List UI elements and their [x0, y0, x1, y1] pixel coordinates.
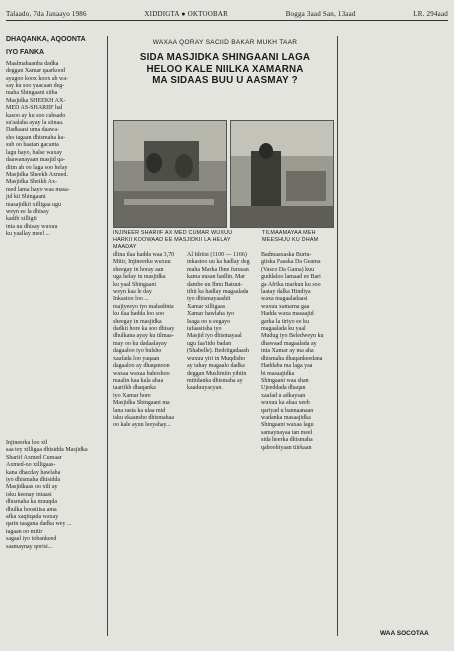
photo-image	[114, 121, 226, 227]
body-text-line: magaalada ku yaal	[261, 326, 306, 333]
body-text-line: deggan Muslimiin yihiin	[187, 370, 247, 377]
body-text-line: Maalmahaanba dadka	[6, 60, 59, 67]
center-column-3	[261, 252, 333, 452]
body-text-line: isku ekaansho dhismahaa	[113, 414, 174, 421]
body-text-line: dhawaad magaalada ay	[261, 340, 317, 347]
body-text-line: sida heerka dhismaha	[261, 437, 313, 444]
byline: WAXAA QORAY SACIID BAKAR MUKH TAAR	[152, 39, 298, 46]
body-text-line: saamaynay qorisi...	[6, 543, 53, 550]
body-text-line: dambe uu Ibnu Batuut-	[187, 281, 243, 288]
body-text-line: qarin taagana dadka wey ...	[6, 521, 72, 528]
body-text-line: wuxuu ka ahaa xeeb	[261, 400, 310, 407]
body-text-line: xaafada loo yaqaan	[113, 355, 160, 362]
body-text-line: Axmed-oo xilligaas-	[6, 462, 56, 469]
body-text-line: Shingaani waxaa lagu	[261, 422, 314, 429]
body-text-line: kadib xilligii	[6, 216, 37, 223]
caption-line: MEESHUU KU DHAM	[262, 237, 319, 243]
body-text-line: Masjidkaas oo xili ay	[6, 484, 58, 491]
body-text-line: sheegay in masjidka	[113, 318, 162, 325]
center-body-2	[187, 252, 255, 393]
body-text-line: inta Xamar ay ma aha	[261, 348, 314, 355]
body-text-line: laatay dalka Hindiya	[261, 289, 311, 296]
center-column-2	[187, 252, 255, 393]
header-issue: LR. 294aad	[413, 10, 448, 18]
continued-note: WAA SOCOTAA	[380, 630, 429, 637]
body-text-line: waxaa waxaa bahoshoo	[113, 370, 170, 377]
body-text-line: samaynayaa tan meel	[261, 429, 313, 436]
body-text-line: MED AS-SHARIIF hal	[6, 105, 63, 112]
body-text-line: diim ah oo laga soo helay	[6, 164, 68, 171]
body-text-line: med lama hayo waa masa-	[6, 186, 70, 193]
body-text-line: sheegay in horay aan	[113, 266, 164, 273]
body-text-line: Inkastoo loo ...	[113, 296, 149, 303]
body-text-line: maha Marka Ibne furusan	[187, 266, 249, 273]
news-photo	[113, 120, 227, 228]
body-text-line: kaaduuyacyan.	[187, 385, 223, 392]
body-text-line: may oo ku dadaalayay	[113, 340, 167, 347]
body-text-line: sub oo haatan gacanta	[6, 142, 59, 149]
body-text-line: iyo dhismaha dhisidda	[6, 477, 60, 484]
body-text-line: wadanka masaajidka	[261, 414, 311, 421]
center-body-3	[261, 252, 333, 452]
photo-caption	[262, 230, 332, 244]
body-text-line: daawanayaan masjid qa-	[6, 157, 65, 164]
body-text-line: tihii ka hadlay magaalada	[187, 289, 249, 296]
body-text-line: ku yaallay meel ...	[6, 231, 50, 238]
left-column	[6, 36, 101, 239]
body-text-line: dhulka hoostiisa ama	[6, 506, 57, 513]
body-text-line: wuxuu xamarna gaa	[261, 303, 310, 310]
body-text-line: Shariif Axmed Cumaar	[6, 454, 62, 461]
caption-line: MAADAY	[113, 244, 137, 250]
body-text-line: wuxuu yiri in Muqdisho	[187, 355, 246, 362]
body-text-line: isku keenay intaasi	[6, 491, 52, 498]
body-text-line: Al Idriisi (1100 — 1166)	[187, 252, 247, 258]
body-text-line: Shingaani waa shan	[261, 377, 309, 384]
body-text-line: qariyad u bannaanaan	[261, 407, 314, 414]
body-text-line: maha Shingaani siiba	[6, 90, 58, 97]
body-text-line: lana rasta ka ulaa mid	[113, 407, 166, 414]
headline-line-1: SIDA MASJIDKA SHINGAANI LAGA	[139, 52, 311, 63]
body-text-line: ga Afrika markuu ku soo	[261, 281, 321, 288]
left-body	[6, 61, 101, 239]
header-address: Bogga 3aad San, 13aad	[285, 10, 356, 18]
body-text-line: dlina ilaa hadda waa 3,70	[113, 252, 175, 258]
body-text-line: xaafad u adkaysan	[261, 392, 306, 399]
header-paper: XIDDIGTA ● OKTOOBAR	[144, 10, 228, 18]
body-text-line: deggan Xamar qaarkood	[6, 68, 65, 75]
body-text-line: sagaal iyo tobankeed	[6, 536, 57, 543]
body-text-line: bi masaajidka	[261, 370, 295, 377]
center-body-1	[113, 252, 181, 430]
body-text-line: tafaasiisha iyo	[187, 326, 222, 333]
body-text-line: Masjidka Shingaani ma	[113, 400, 170, 407]
body-text-line: ayagoo koox koox ah wa-	[6, 75, 68, 82]
body-text-line: Masjidka Sheekh Axmed.	[6, 171, 68, 178]
body-text-line: Mudug iyo Beledweyn ku	[261, 333, 324, 340]
body-text-line: Badmaaxaska Burtu-	[261, 252, 312, 258]
body-text-line: iyo dhismayaashii	[187, 296, 231, 303]
body-text-line: dadkii hore ka soo dhisay	[113, 326, 175, 333]
section-subtitle: IYO FANKA	[6, 49, 45, 57]
body-text-line: su'aalaha ayay la siinaa.	[6, 120, 64, 127]
body-text-line: ay tahay magaalo dadka	[187, 363, 245, 370]
photo-caption	[113, 230, 253, 251]
body-text-line: lagu hayo, balse waxay	[6, 149, 62, 156]
body-text-line: say ku soo yaacaan deg-	[6, 83, 65, 90]
body-text-line: dhismaha ka muuqda	[6, 499, 57, 506]
body-text-line: dhulkana ayay ku tilmaa-	[113, 333, 174, 340]
body-text-line: inkastoo uu ka hadlay deg	[187, 259, 250, 266]
body-text-line: Hadda waxa masaajid	[261, 311, 314, 318]
headline-line-2: HELOO KALE NIILKA XAMARNA	[146, 63, 304, 75]
body-text-line: kama uusan hadlin. Mar	[187, 274, 245, 281]
caption-line: INJINEER SHARIIF AX MED CUMAR WUXUU	[113, 230, 233, 236]
body-text-line: inta uu dhisay wuxuu	[6, 223, 58, 230]
body-text-line: oo kale ayuu leeyahay...	[113, 422, 171, 429]
body-text-line: Dadkaasi uma daawa-	[6, 127, 59, 134]
body-text-line: ku yaal Shingaani	[113, 281, 156, 288]
left-column-lower	[6, 440, 101, 551]
column-divider	[337, 36, 338, 636]
body-text-line: qaboobiyaan tiirkaan	[261, 444, 312, 451]
body-text-line: taariikh dhaqanka	[113, 385, 156, 392]
left-body-lower	[6, 440, 101, 551]
body-text-line: saa tey xilligaa dhisidda Masjidka	[6, 447, 88, 454]
center-column-1	[113, 252, 181, 430]
body-text-line: jid kii Shingaani	[6, 194, 46, 201]
headline	[125, 52, 325, 87]
body-text-line: majiyeeyo iyo mahadinta	[113, 303, 174, 310]
body-text-line: weyn kaa le day	[113, 289, 152, 296]
body-text-line: (Vasco Da Gama) kuu	[261, 266, 315, 273]
page-header	[6, 8, 448, 21]
news-photo	[230, 120, 334, 228]
headline-line-3: MA SIDAAS BUU U AASMAY ?	[152, 75, 298, 87]
body-text-line: Isaga oo u eegayo	[187, 318, 231, 325]
body-text-line: Mitir, Injineerku wuxuu	[113, 259, 171, 266]
body-text-line: Masjidka SHEEKH AX-	[6, 97, 66, 104]
body-text-line: Ujeeddada dhaqan	[261, 385, 306, 392]
section-title: DHAQANKA, AQOONTA	[6, 36, 86, 43]
body-text-line: Masjid iyo dhismayaal	[187, 333, 242, 340]
photo-image	[231, 121, 333, 227]
body-text-line: iyo Xamar hore	[113, 392, 151, 399]
caption-line: TILMAAMAYAA MEH	[262, 230, 316, 236]
body-text-line: Injineerka loo xil	[6, 440, 48, 446]
body-text-line: giiska Faaska Da Geama	[261, 259, 321, 266]
body-text-line: Masjidka Sheikh Ax-	[6, 179, 57, 186]
body-text-line: garka la tiriyo ee ku	[261, 318, 309, 325]
body-text-line: afka xaqiiqada waxay	[6, 514, 59, 521]
body-text-line: guddaloo lamaad ee Bari	[261, 274, 321, 281]
body-text-line: ugu faa'iido badan	[187, 340, 232, 347]
body-text-line: Xamar hawlaha iyo	[187, 311, 234, 318]
body-text-line: kana dhacday hawlaha	[6, 469, 61, 476]
caption-line: HARKII KOOWAAD EE MASJIDKII LA HELAY	[113, 237, 231, 243]
body-text-line: dhismaha dhaqankeedana	[261, 355, 323, 362]
body-text-line: sho tagaan dhismaha ka-	[6, 134, 66, 141]
body-text-line: maalin kaa kala ahaa	[113, 377, 164, 384]
body-text-line: waxa magaaladaasi	[261, 296, 308, 303]
body-text-line: Xamar xilligaas	[187, 303, 226, 310]
body-text-line: dagaaloo iyo bulsho	[113, 348, 162, 355]
header-date: Talaado, 7da Janaayo 1986	[6, 10, 87, 18]
body-text-line: mitidanka dhismaha ay	[187, 377, 243, 384]
body-text-line: Haddaba ma laga yaa	[261, 363, 313, 370]
body-text-line: dagaaloo ay dhaqanoon	[113, 363, 170, 370]
body-text-line: ku ilaa hadda loo soo	[113, 311, 164, 318]
body-text-line: (Shabelle). Bedriigadaash	[187, 348, 249, 355]
body-text-line: tagaan oo mitir	[6, 528, 43, 535]
body-text-line: weyn ee la dhisay	[6, 208, 49, 215]
body-text-line: uga helay in masjidka	[113, 274, 166, 281]
body-text-line: masajidkii xilligaa ugu	[6, 201, 61, 208]
body-text-line: kasoo ay ku soo cabsado	[6, 112, 66, 119]
column-divider	[107, 36, 108, 636]
